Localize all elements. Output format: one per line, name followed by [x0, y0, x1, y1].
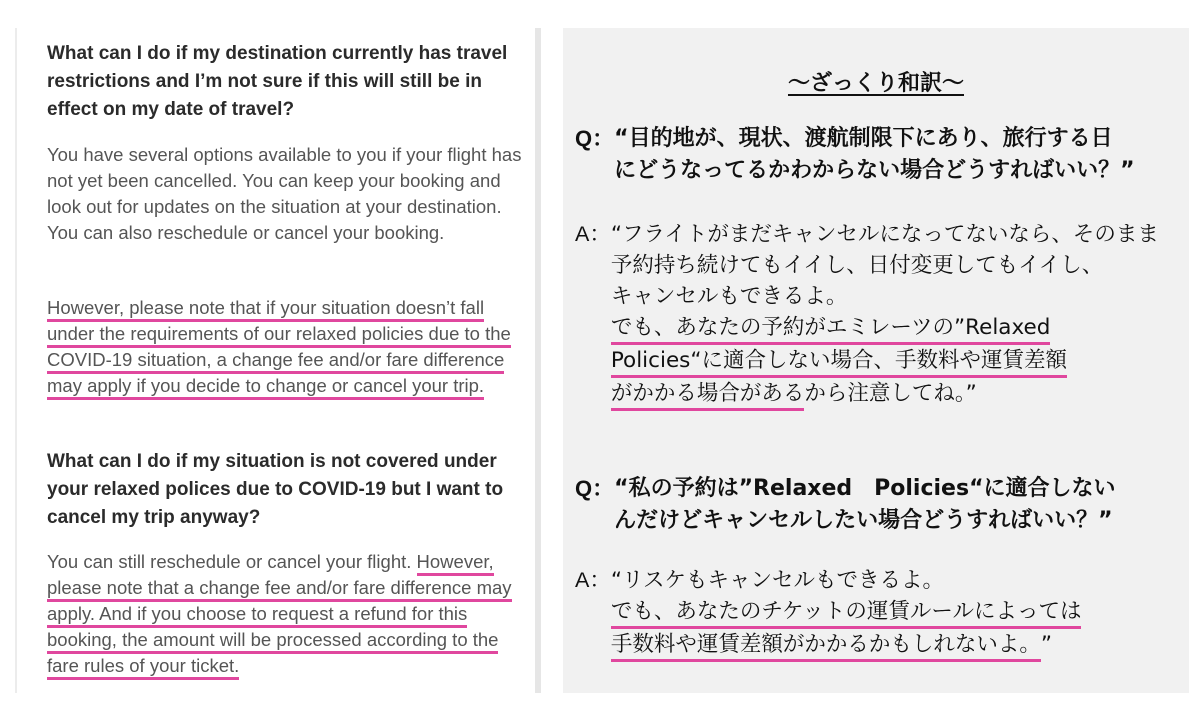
q2-mark: Q：	[575, 476, 615, 501]
faq1-answer	[47, 142, 533, 246]
a2-mark: A：	[575, 568, 611, 592]
a2-highlight-line: でも、あなたのチケットの運賃ルールによっては	[611, 598, 1082, 629]
a2-tail: ”	[1040, 632, 1052, 657]
english-faq-panel	[15, 28, 541, 693]
summary-a2	[575, 565, 1175, 662]
q1-mark: Q：	[575, 126, 615, 151]
summary-q2	[575, 473, 1175, 537]
faq2-answer-plain: You can still reschedule or cancel your flight.	[47, 551, 412, 572]
q1-line: にどうなってるかわからない場合どうすればいい？”	[614, 158, 1135, 183]
faq2-answer	[47, 549, 533, 679]
q1-line: “目的地が、現状、渡航制限下にあり、旅行する日	[614, 126, 1113, 151]
a1-line: キャンセルもできるよ。	[610, 284, 848, 309]
a1-line: “フライトがまだキャンセルになってないなら、そのまま	[610, 222, 1159, 247]
a1-highlight-line: がかかる場合がある	[611, 380, 805, 411]
summary-title: ～ざっくり和訳～	[787, 71, 964, 96]
faq1-answer-note-block	[47, 295, 533, 399]
faq2-question: What can I do if my situation is not covered under your relaxed polices due to COVID-19 but I want to cancel my trip anyway?	[47, 451, 504, 528]
faq2-answer-note-highlighted: However, please note that a change fee and/or fare difference may apply. And if you choose to request a refund for this booking, the amount will be processed according to the fare rules of your ticket.	[47, 551, 512, 680]
a2-line: “リスケもキャンセルもできるよ。	[610, 568, 945, 593]
faq1-answer-note-highlighted: However, please note that if your situation doesn’t fall under the requirements of our relaxed policies due to the COVID-19 situation, a change fee and/or fare difference may apply if you decide to change or cancel your trip.	[47, 297, 511, 400]
q2-line: んだけどキャンセルしたい場合どうすればいい？”	[614, 508, 1113, 533]
faq1-answer-plain: You have several options available to you if your flight has not yet been cancelled. You can keep your booking and look out for updates on the situation at your destination. You can also reschedule or cancel your booking.	[47, 144, 522, 243]
a1-mark: A：	[575, 222, 611, 246]
a2-highlight-line: 手数料や運賃差額がかかるかもしれないよ。	[611, 631, 1041, 662]
summary-a1	[575, 219, 1175, 411]
a1-highlight-line: でも、あなたの予約がエミレーツの”Relaxed	[611, 314, 1051, 345]
faq1-question: What can I do if my destination currently has travel restrictions and I’m not sure if this will still be in effect on my date of travel?	[47, 43, 508, 120]
q2-line: “私の予約は”Relaxed Policies“に適合しない	[614, 476, 1116, 501]
a1-tail: から注意してね。”	[804, 381, 977, 406]
a1-highlight-line: Policies“に適合しない場合、手数料や運賃差額	[611, 347, 1067, 378]
japanese-summary-panel	[563, 28, 1189, 693]
a1-line: 予約持ち続けてもイイし、日付変更してもイイし、	[610, 253, 1104, 278]
summary-q1	[575, 123, 1175, 187]
